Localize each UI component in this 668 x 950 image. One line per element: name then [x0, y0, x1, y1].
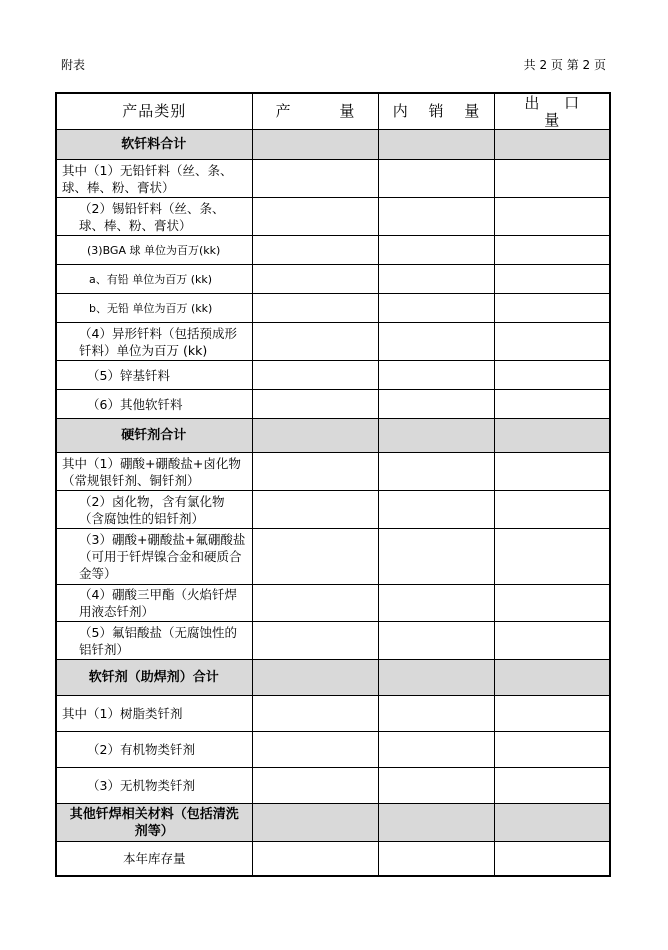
table-row [56, 198, 610, 236]
cell-output[interactable] [252, 768, 378, 804]
cell-export[interactable] [494, 842, 610, 876]
cell-domestic[interactable] [378, 419, 494, 453]
cell-domestic[interactable] [378, 236, 494, 265]
table-row [56, 804, 610, 842]
cell-output[interactable] [252, 660, 378, 696]
cell-export[interactable] [494, 198, 610, 236]
table-row [56, 491, 610, 529]
table-row [56, 361, 610, 390]
row-label: （2）锡铅钎料（丝、条、球、棒、粉、膏状） [56, 198, 252, 236]
cell-output[interactable] [252, 323, 378, 361]
cell-domestic[interactable] [378, 361, 494, 390]
table-row [56, 660, 610, 696]
table-row [56, 529, 610, 585]
row-label: （4）硼酸三甲酯（火焰钎焊用液态钎剂） [56, 585, 252, 622]
cell-domestic[interactable] [378, 696, 494, 732]
cell-output[interactable] [252, 236, 378, 265]
row-label: （3）无机物类钎剂 [56, 768, 252, 804]
cell-domestic[interactable] [378, 160, 494, 198]
cell-domestic[interactable] [378, 390, 494, 419]
cell-output[interactable] [252, 294, 378, 323]
row-label: （2）卤化物，含有氯化物（含腐蚀性的铝钎剂） [56, 491, 252, 529]
cell-export[interactable] [494, 696, 610, 732]
row-label: 其他钎焊相关材料（包括清洗剂等） [56, 804, 252, 842]
row-label: 其中（1）树脂类钎剂 [56, 696, 252, 732]
cell-export[interactable] [494, 236, 610, 265]
row-label: 软钎料合计 [56, 130, 252, 160]
row-label: （6）其他软钎料 [56, 390, 252, 419]
cell-export[interactable] [494, 361, 610, 390]
table-row [56, 390, 610, 419]
cell-output[interactable] [252, 390, 378, 419]
cell-export[interactable] [494, 294, 610, 323]
cell-output[interactable] [252, 130, 378, 160]
page-count: 共 2 页 第 2 页 [523, 58, 606, 72]
row-label: （5）氟铝酸盐（无腐蚀性的铝钎剂） [56, 622, 252, 660]
table-row [56, 419, 610, 453]
col-header-domestic-sales: 内 销 量 [378, 93, 494, 130]
col-header-output: 产 量 [252, 93, 378, 130]
cell-export[interactable] [494, 491, 610, 529]
cell-output[interactable] [252, 804, 378, 842]
cell-export[interactable] [494, 453, 610, 491]
table-row [56, 453, 610, 491]
table-row [56, 236, 610, 265]
table-row [56, 768, 610, 804]
cell-output[interactable] [252, 622, 378, 660]
row-label: 软钎剂（助焊剂）合计 [56, 660, 252, 696]
table-row [56, 842, 610, 876]
cell-domestic[interactable] [378, 323, 494, 361]
cell-domestic[interactable] [378, 842, 494, 876]
row-label: 其中（1）硼酸+硼酸盐+卤化物（常规银钎剂、铜钎剂） [56, 453, 252, 491]
cell-export[interactable] [494, 323, 610, 361]
cell-export[interactable] [494, 660, 610, 696]
cell-domestic[interactable] [378, 585, 494, 622]
table-row [56, 732, 610, 768]
cell-output[interactable] [252, 491, 378, 529]
cell-export[interactable] [494, 390, 610, 419]
cell-domestic[interactable] [378, 265, 494, 294]
row-label: （5）锌基钎料 [56, 361, 252, 390]
table-row [56, 622, 610, 660]
cell-output[interactable] [252, 732, 378, 768]
row-label: （2）有机物类钎剂 [56, 732, 252, 768]
cell-domestic[interactable] [378, 294, 494, 323]
row-label: 本年库存量 [56, 842, 252, 876]
cell-domestic[interactable] [378, 491, 494, 529]
row-label: 硬钎剂合计 [56, 419, 252, 453]
cell-output[interactable] [252, 198, 378, 236]
document-label: 附表 [61, 58, 86, 72]
product-table [55, 92, 611, 877]
cell-output[interactable] [252, 453, 378, 491]
cell-output[interactable] [252, 361, 378, 390]
row-label: （4）异形钎料（包括预成形钎料）单位为百万 (kk) [56, 323, 252, 361]
cell-export[interactable] [494, 419, 610, 453]
table-row [56, 585, 610, 622]
cell-export[interactable] [494, 768, 610, 804]
table-row [56, 294, 610, 323]
cell-domestic[interactable] [378, 198, 494, 236]
table-row [56, 160, 610, 198]
row-label: b、无铅 单位为百万 (kk) [56, 294, 252, 323]
cell-export[interactable] [494, 732, 610, 768]
col-header-export: 出 口 量 [494, 93, 610, 130]
cell-export[interactable] [494, 622, 610, 660]
cell-export[interactable] [494, 529, 610, 585]
row-label: (3)BGA 球 单位为百万(kk) [56, 236, 252, 265]
cell-domestic[interactable] [378, 130, 494, 160]
table-header-row [56, 93, 610, 130]
row-label: a、有铅 单位为百万 (kk) [56, 265, 252, 294]
cell-domestic[interactable] [378, 453, 494, 491]
cell-output[interactable] [252, 529, 378, 585]
cell-export[interactable] [494, 265, 610, 294]
cell-output[interactable] [252, 419, 378, 453]
cell-output[interactable] [252, 696, 378, 732]
table-row [56, 323, 610, 361]
table-row [56, 130, 610, 160]
col-header-category: 产品类别 [56, 93, 252, 130]
cell-domestic[interactable] [378, 732, 494, 768]
cell-export[interactable] [494, 130, 610, 160]
cell-domestic[interactable] [378, 529, 494, 585]
cell-output[interactable] [252, 160, 378, 198]
table-row [56, 265, 610, 294]
cell-domestic[interactable] [378, 622, 494, 660]
cell-output[interactable] [252, 265, 378, 294]
table-row [56, 696, 610, 732]
cell-domestic[interactable] [378, 660, 494, 696]
cell-output[interactable] [252, 842, 378, 876]
cell-domestic[interactable] [378, 768, 494, 804]
cell-output[interactable] [252, 585, 378, 622]
row-label: 其中（1）无铅钎料（丝、条、球、棒、粉、膏状） [56, 160, 252, 198]
row-label: （3）硼酸+硼酸盐+氟硼酸盐（可用于钎焊镍合金和硬质合金等） [56, 529, 252, 585]
cell-export[interactable] [494, 585, 610, 622]
cell-export[interactable] [494, 804, 610, 842]
cell-export[interactable] [494, 160, 610, 198]
cell-domestic[interactable] [378, 804, 494, 842]
